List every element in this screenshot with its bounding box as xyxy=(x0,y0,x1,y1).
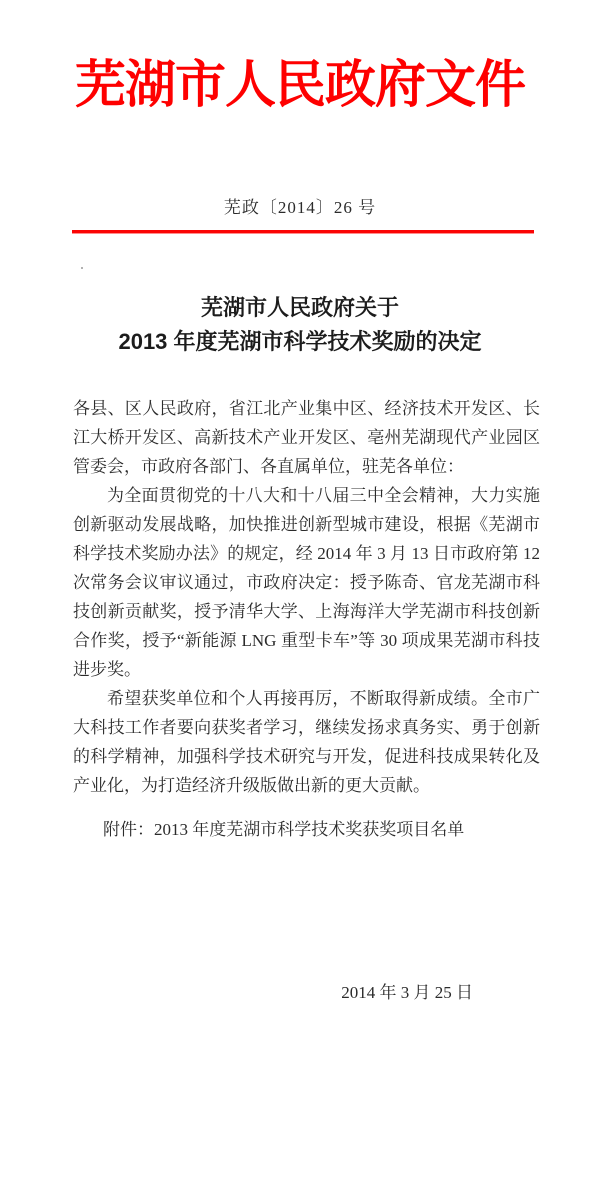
document-title-line2: 2013 年度芜湖市科学技术奖励的决定 xyxy=(118,329,482,354)
red-divider-line xyxy=(72,230,534,233)
document-number: 芜政〔2014〕26 号 xyxy=(223,198,377,217)
scan-artifact-dot xyxy=(81,267,83,269)
document-title xyxy=(0,291,600,359)
document-body xyxy=(73,394,540,800)
document-header-title: 芜湖市人民政府文件 xyxy=(74,56,525,113)
body-paragraph-1: 为全面贯彻党的十八大和十八届三中全会精神，大力实施创新驱动发展战略，加快推进创新型城市建设，根据《芜湖市科学技术奖励办法》的规定，经 2014 年 3 月 13 日市政府第 12 次常务会议审议通过，市政府决定：授予陈奇、官龙芜湖市科技创新贡献奖，授予清华大学、上海海洋大学芜湖市科技创新合作奖，授予“新能源 LNG 重型卡车”等 30 项成果芜湖市科技进步奖。 xyxy=(73,486,540,679)
salutation-paragraph: 各县、区人民政府，省江北产业集中区、经济技术开发区、长江大桥开发区、高新技术产业开发区、亳州芜湖现代产业园区管委会，市政府各部门、各直属单位，驻芜各单位： xyxy=(73,399,540,476)
body-paragraph-2: 希望获奖单位和个人再接再厉，不断取得新成绩。全市广大科技工作者要向获奖者学习，继续发扬求真务实、勇于创新的科学精神，加强科学技术研究与开发，促进科技成果转化及产业化，为打造经济升级版做出新的更大贡献。 xyxy=(73,689,540,795)
document-date: 2014 年 3 月 25 日 xyxy=(341,983,473,1002)
document-title-line1: 芜湖市人民政府关于 xyxy=(200,295,399,320)
attachment-line: 附件：2013 年度芜湖市科学技术奖获奖项目名单 xyxy=(103,820,465,839)
